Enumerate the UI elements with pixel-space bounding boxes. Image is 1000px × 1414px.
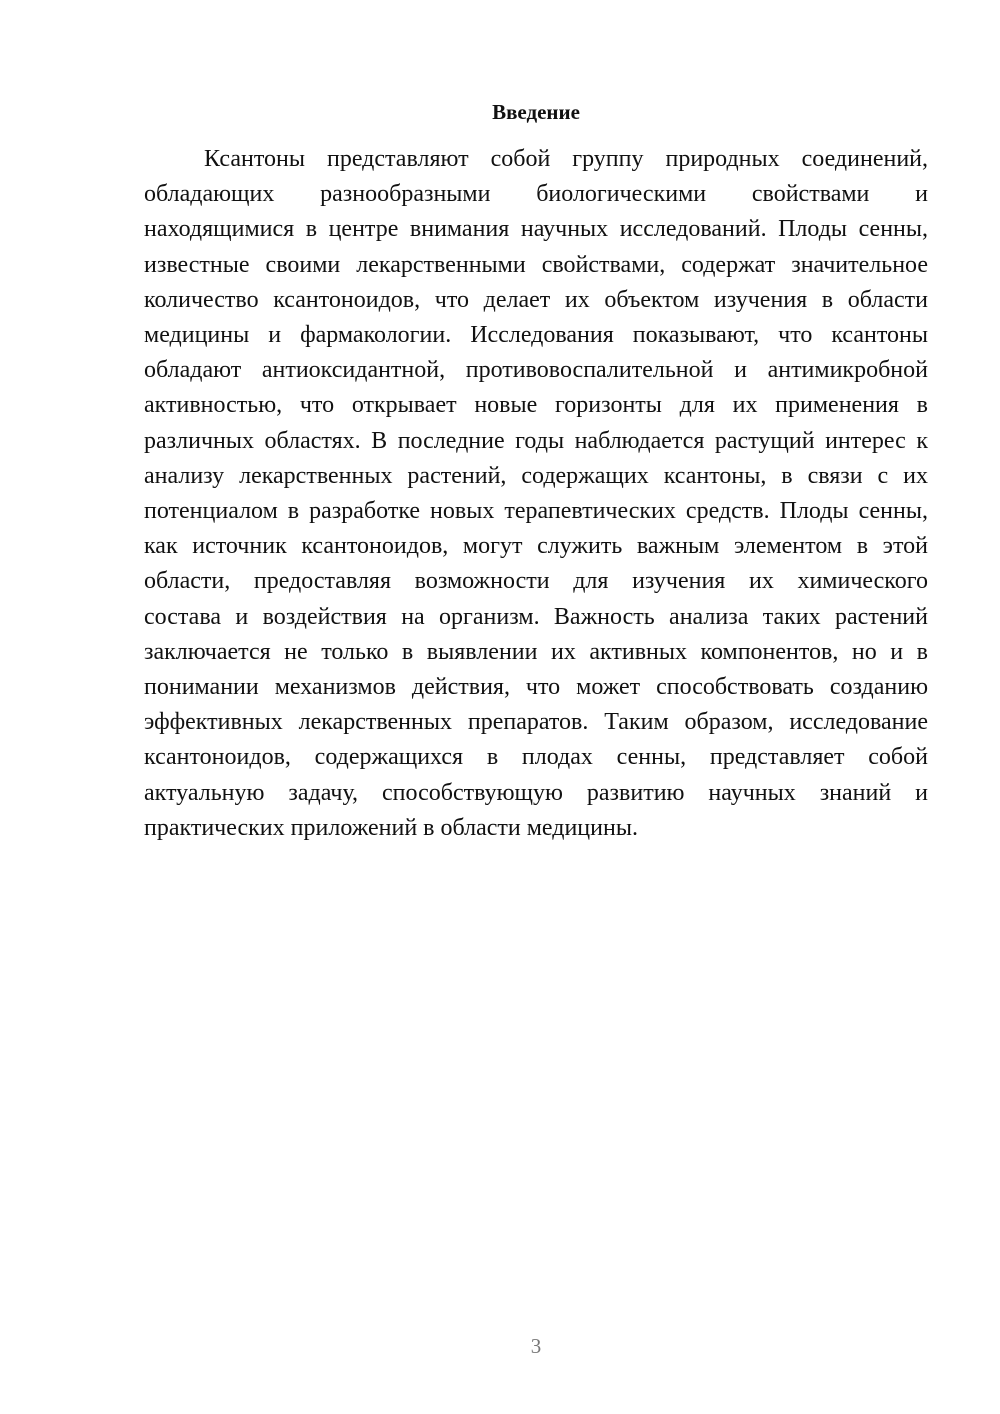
paragraph-line: заключается не только в выявлении их активных компонентов, но и в: [144, 638, 928, 665]
paragraph-line: практических приложений в области медицины.: [144, 814, 638, 841]
paragraph-line: области, предоставляя возможности для изучения их химического: [144, 568, 928, 595]
paragraph-line: ксантоноидов, содержащихся в плодах сенны, представляет собой: [144, 744, 928, 771]
paragraph-line: различных областях. В последние годы наблюдается растущий интерес к: [144, 427, 928, 454]
page-number: 3: [530, 1334, 542, 1358]
paragraph-line: эффективных лекарственных препаратов. Таким образом, исследование: [144, 709, 928, 736]
paragraph-line: медицины и фармакологии. Исследования показывают, что ксантоны: [144, 322, 928, 349]
paragraph-line: активностью, что открывает новые горизонты для их применения в: [144, 392, 928, 419]
paragraph-line: количество ксантоноидов, что делает их объектом изучения в области: [144, 286, 928, 313]
paragraph-line: анализу лекарственных растений, содержащих ксантоны, в связи с их: [144, 462, 928, 489]
paragraph-line: известные своими лекарственными свойствами, содержат значительное: [144, 251, 928, 278]
paragraph-line: актуальную задачу, способствующую развитию научных знаний и: [144, 779, 928, 806]
paragraph-line: обладают антиоксидантной, противовоспалительной и антимикробной: [144, 357, 928, 384]
paragraph-line: обладающих разнообразными биологическими свойствами и: [144, 181, 928, 208]
body-paragraph: [144, 142, 928, 846]
paragraph-line: понимании механизмов действия, что может способствовать созданию: [144, 674, 928, 701]
paragraph-line: Ксантоны представляют собой группу природных соединений,: [204, 146, 928, 172]
paragraph-line: состава и воздействия на организм. Важность анализа таких растений: [144, 603, 928, 630]
paragraph-line: потенциалом в разработке новых терапевтических средств. Плоды сенны,: [144, 498, 928, 525]
section-heading: Введение: [492, 100, 580, 124]
paragraph-line: как источник ксантоноидов, могут служить важным элементом в этой: [144, 533, 928, 560]
paragraph-line: находящимися в центре внимания научных исследований. Плоды сенны,: [144, 216, 928, 243]
